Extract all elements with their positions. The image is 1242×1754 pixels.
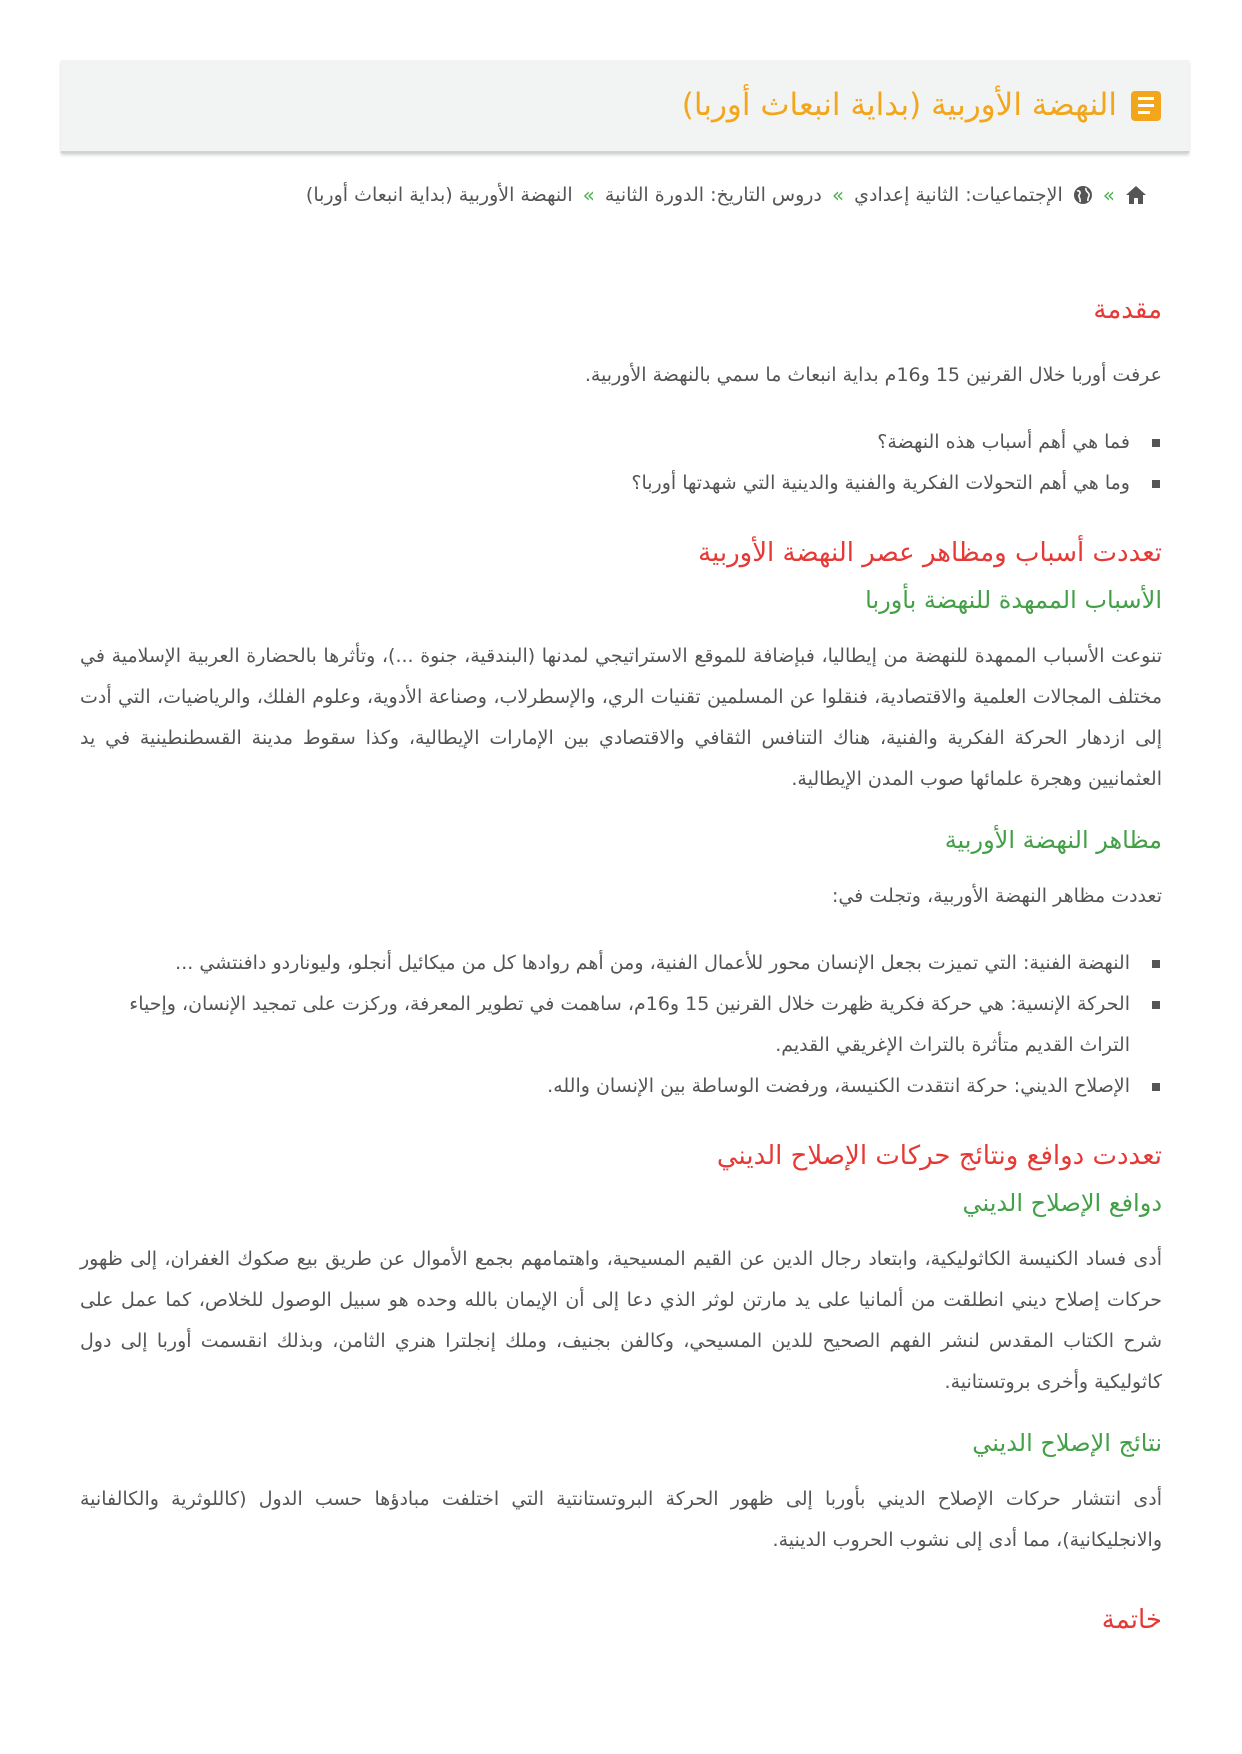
breadcrumb-item-course[interactable]: دروس التاريخ: الدورة الثانية [604, 184, 822, 206]
aspects-heading: مظاهر النهضة الأوربية [944, 826, 1162, 854]
breadcrumb-separator: » [1102, 183, 1115, 207]
breadcrumb-separator: » [582, 183, 595, 207]
breadcrumb-item-current: النهضة الأوربية (بداية انبعاث أوربا) [305, 184, 573, 206]
conclusion-heading: خاتمة [1101, 1605, 1162, 1635]
list-item: النهضة الفنية: التي تميزت بجعل الإنسان محور للأعمال الفنية، ومن أهم روادها كل من ميكائيل أنجلو، وليوناردو دافنتشي ... [80, 943, 1130, 984]
results-heading: نتائج الإصلاح الديني [972, 1429, 1162, 1457]
page-title: النهضة الأوربية (بداية انبعاث أوربا) [681, 87, 1117, 123]
intro-text: عرفت أوربا خلال القرنين 15 و16م بداية انبعاث ما سمي بالنهضة الأوربية. [584, 364, 1162, 386]
list-item: فما هي أهم أسباب هذه النهضة؟ [80, 422, 1130, 463]
aspects-intro: تعددت مظاهر النهضة الأوربية، وتجلت في: [831, 885, 1162, 907]
causes-heading: الأسباب الممهدة للنهضة بأوربا [865, 586, 1162, 614]
intro-heading: مقدمة [1093, 295, 1162, 325]
aspects-list [80, 943, 1162, 1107]
intro-questions [80, 422, 1162, 504]
motives-text: أدى فساد الكنيسة الكاثوليكية، وابتعاد رجال الدين عن القيم المسيحية، واهتمامهم بجمع الأموال عن طريق بيع صكوك الغفران، إلى ظهور حركات إصلاح ديني انطلقت من ألمانيا على يد مارتن لوثر الذي دعا إلى أن الإيمان بالله وحده هو سبيل الوصول للخلاص، كما عمل على شرح الكتاب المقدس لنشر الفهم الصحيح للدين المسيحي، وكالفن بجنيف، وملك إنجلترا هنري الثامن، وبذلك انقسمت أوربا إلى دول كاثوليكية وأخرى بروتستانية. [80, 1248, 1162, 1393]
breadcrumb [150, 178, 1147, 212]
list-item: الحركة الإنسية: هي حركة فكرية ظهرت خلال القرنين 15 و16م، ساهمت في تطوير المعرفة، وركزت على تمجيد الإنسان، وإحياء التراث القديم متأثرة بالتراث الإغريقي القديم. [80, 984, 1130, 1066]
home-icon[interactable] [1125, 185, 1147, 205]
list-item: وما هي أهم التحولات الفكرية والفنية والدينية التي شهدتها أوربا؟ [80, 463, 1130, 504]
lesson-content [80, 295, 1162, 1665]
list-item: الإصلاح الديني: حركة انتقدت الكنيسة، ورفضت الوساطة بين الإنسان والله. [80, 1066, 1130, 1107]
page-header [61, 60, 1189, 153]
motives-heading: دوافع الإصلاح الديني [962, 1189, 1162, 1217]
causes-text: تنوعت الأسباب الممهدة للنهضة من إيطاليا، فبإضافة للموقع الاستراتيجي لمدنها (البندقية، جنوة ...)، وتأثرها بالحضارة العربية الإسلامية في مختلف المجالات العلمية والاقتصادية، فنقلوا عن المسلمين تقنيات الري، والإسطرلاب، وصناعة الأدوية، وعلوم الفلك، والرياضيات، التي أدت إلى ازدهار الحركة الفكرية والفنية، هناك التنافس الثقافي والاقتصادي بين الإمارات الإيطالية، وكذا سقوط مدينة القسطنطينية في يد العثمانيين وهجرة علمائها صوب المدن الإيطالية. [80, 645, 1162, 790]
document-icon [1131, 91, 1161, 121]
results-text: أدى انتشار حركات الإصلاح الديني بأوربا إلى ظهور الحركة البروتستانتية التي اختلفت مبادؤها حسب الدول (كاللوثرية والكالفانية والانجليكانية)، مما أدى إلى نشوب الحروب الدينية. [80, 1488, 1162, 1551]
globe-icon [1073, 185, 1093, 205]
breadcrumb-separator: » [831, 183, 845, 207]
breadcrumb-item-subject[interactable]: الإجتماعيات: الثانية إعدادي [854, 184, 1063, 206]
section1-heading: تعددت أسباب ومظاهر عصر النهضة الأوربية [698, 538, 1162, 568]
section2-heading: تعددت دوافع ونتائج حركات الإصلاح الديني [716, 1141, 1162, 1171]
